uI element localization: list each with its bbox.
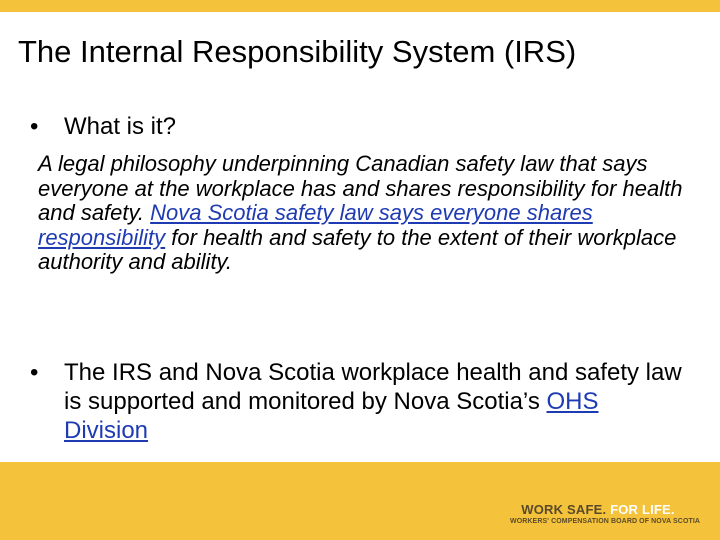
bullet-text: What is it? <box>64 113 177 140</box>
logo-for-life: FOR LIFE. <box>606 502 675 517</box>
bullet-text <box>64 358 684 445</box>
footer-band <box>0 462 720 540</box>
wcb-logo <box>510 502 701 525</box>
bullet-dot: • <box>30 113 39 140</box>
logo-org-name: WORKERS' COMPENSATION BOARD OF NOVA SCOTIA <box>510 518 701 525</box>
definition-paragraph <box>38 152 698 275</box>
ohs-division-link[interactable]: OHS Division <box>64 388 599 444</box>
bullet-irs-support <box>30 358 690 448</box>
top-accent-bar <box>0 0 720 12</box>
bullet-text-main: The IRS and Nova Scotia workplace health and safety law is supported and monitored by Nova Scotia’s <box>64 359 682 415</box>
logo-work-safe: WORK SAFE. <box>521 502 607 517</box>
bullet-dot: • <box>30 359 39 386</box>
logo-slogan <box>510 502 686 517</box>
bullet-what-is-it <box>30 112 680 142</box>
paragraph-text-after: for health and safety to the extent of their workplace authority and ability. <box>38 224 677 274</box>
paragraph-text-before: A legal philosophy underpinning Canadian safety law that says everyone at the workplace has and shares responsibility for health and safety. <box>38 151 683 225</box>
nova-scotia-safety-law-link[interactable]: Nova Scotia safety law says everyone shares responsibility <box>38 200 593 250</box>
slide-title: The Internal Responsibility System (IRS) <box>18 34 577 69</box>
